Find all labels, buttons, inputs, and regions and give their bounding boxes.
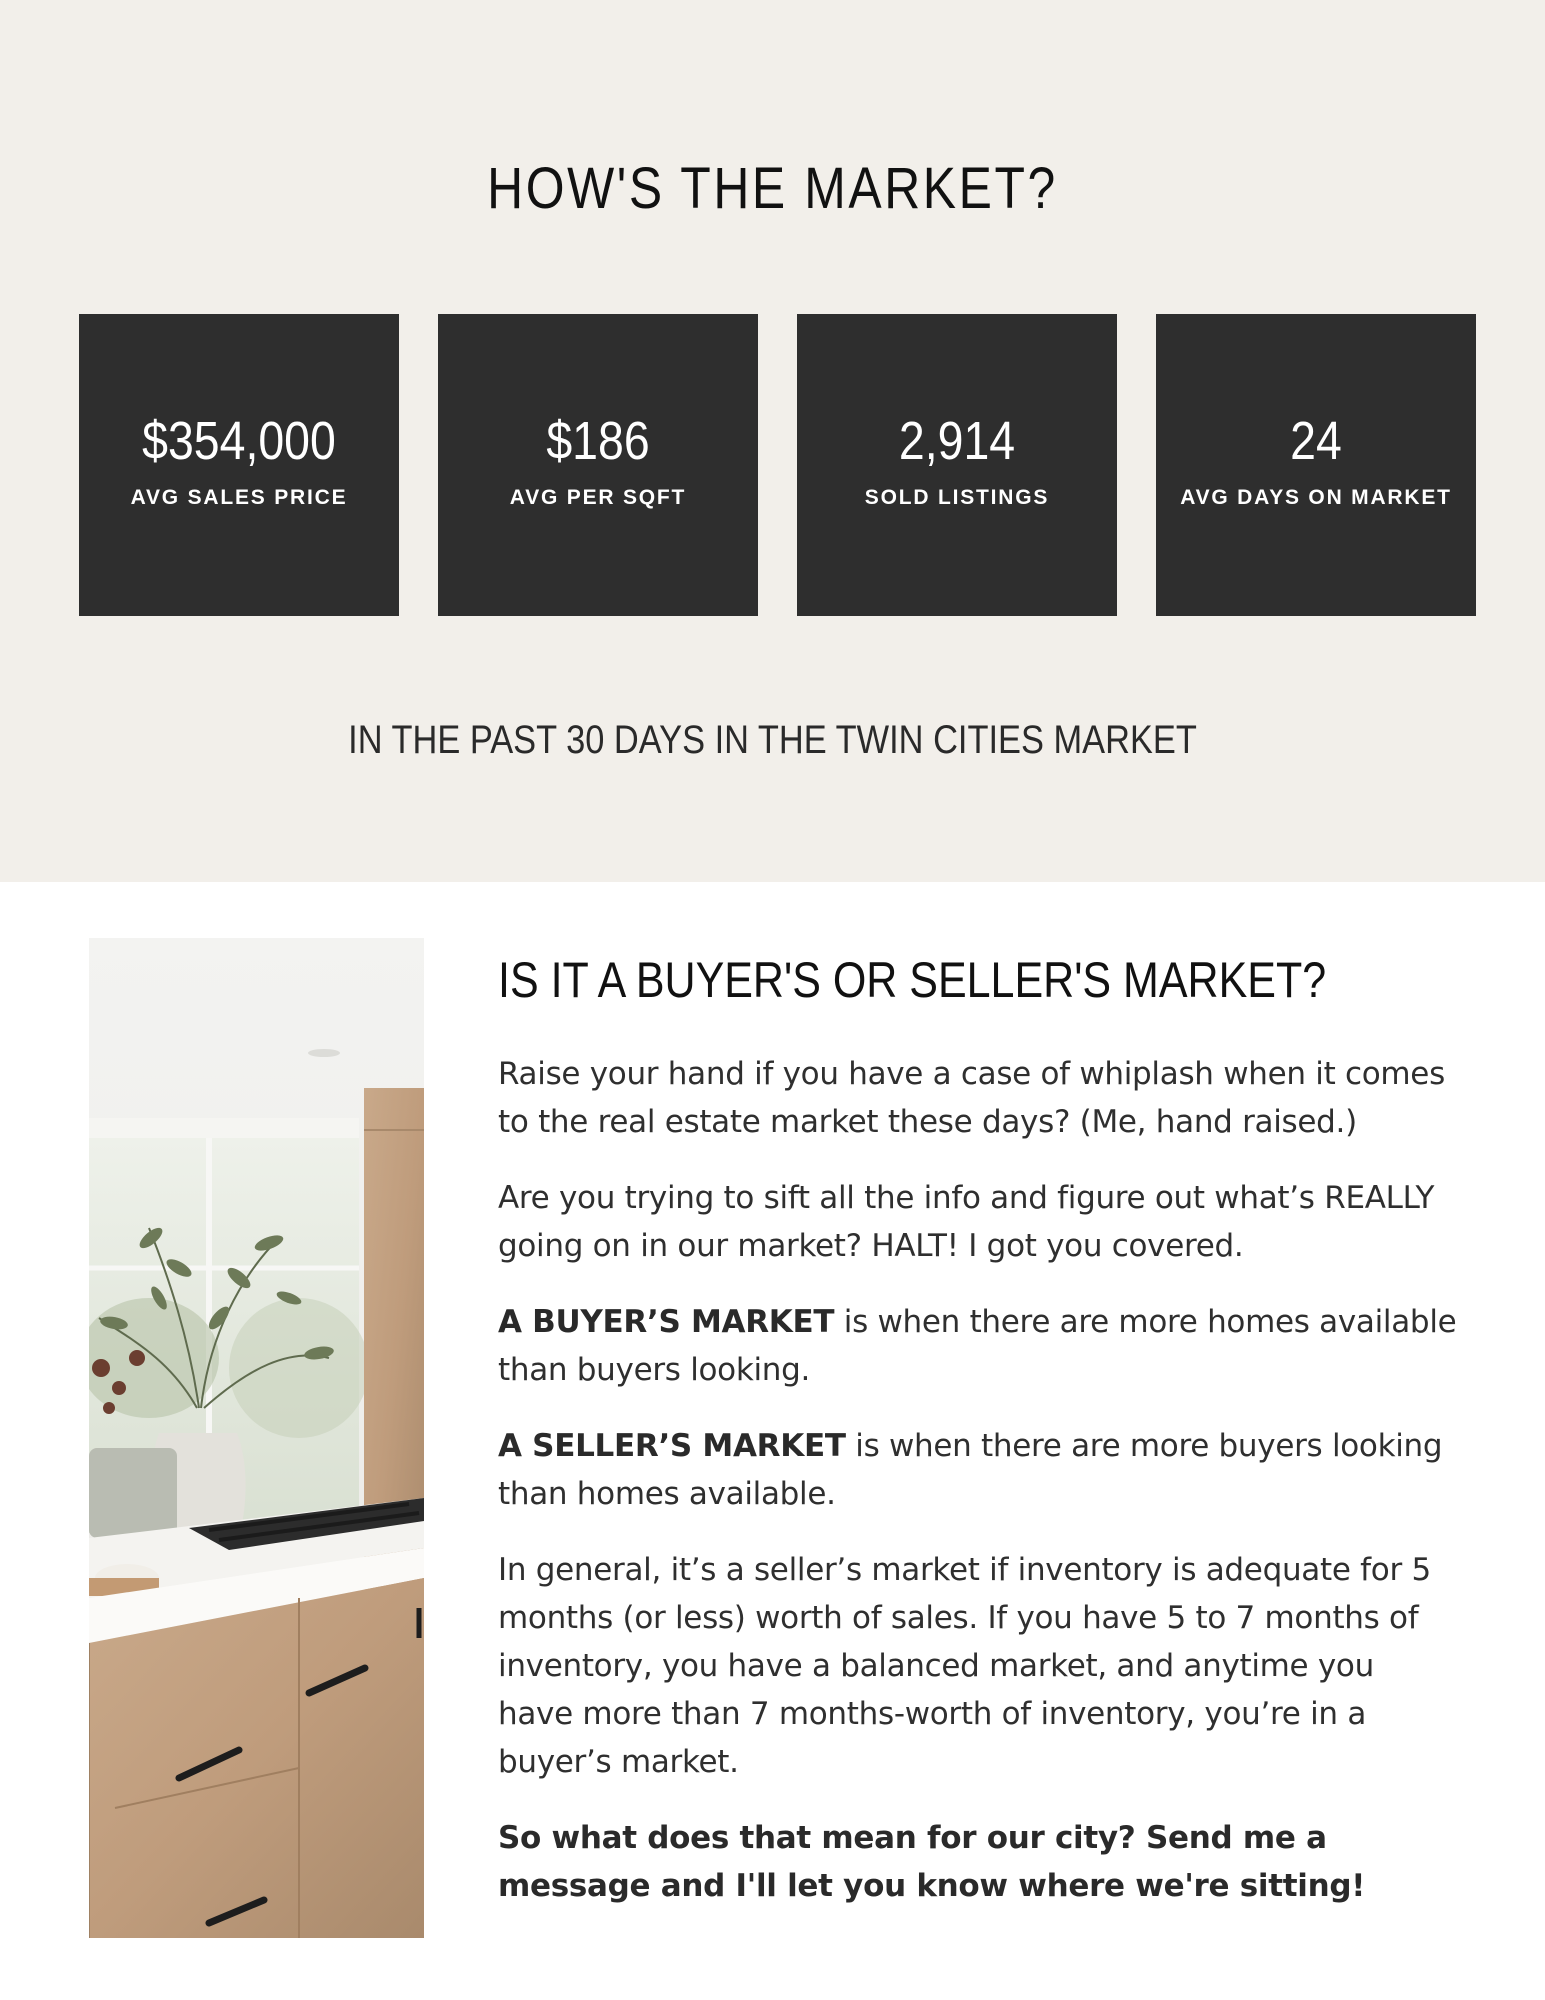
article-title: IS IT A BUYER'S OR SELLER'S MARKET? xyxy=(498,952,1327,1008)
sellers-market-term: A SELLER’S MARKET xyxy=(498,1428,846,1464)
stat-card-avg-days-on-market xyxy=(1156,314,1476,616)
stat-value: $186 xyxy=(546,411,650,471)
stat-value: 24 xyxy=(1290,411,1342,471)
buyers-market-term: A BUYER’S MARKET xyxy=(498,1304,835,1340)
sellers-market-text: is when there are more buyers looking than homes available. xyxy=(498,1428,1443,1512)
article-paragraph: In general, it’s a seller’s market if inventory is adequate for 5 months (or less) worth of sales. If you have 5 to 7 months of inventory, you have a balanced market, and anytime you have more than 7 months-worth of inventory, you’re in a buyer’s market. xyxy=(498,1552,1431,1780)
stat-card-sold-listings xyxy=(797,314,1117,616)
buyers-market-text: is when there are more homes available than buyers looking. xyxy=(498,1304,1457,1388)
buyers-market-definition xyxy=(498,1298,1458,1394)
call-to-action: So what does that mean for our city? Send me a message and I'll let you know where we're sitting! xyxy=(498,1820,1366,1904)
market-title: HOW'S THE MARKET? xyxy=(487,156,1058,221)
stat-label: AVG DAYS ON MARKET xyxy=(1180,486,1452,509)
stat-value: $354,000 xyxy=(142,411,336,471)
article xyxy=(498,950,1458,1938)
stat-label: AVG PER SQFT xyxy=(509,486,687,509)
article-paragraph: Raise your hand if you have a case of whiplash when it comes to the real estate market these days? (Me, hand raised.) xyxy=(498,1056,1445,1140)
stat-card-avg-sales-price xyxy=(79,314,399,616)
sellers-market-definition xyxy=(498,1422,1458,1518)
market-stats-section xyxy=(0,0,1545,882)
article-paragraph: Are you trying to sift all the info and figure out what’s REALLY going on in our market? HALT! I got you covered. xyxy=(498,1180,1435,1264)
period-caption: IN THE PAST 30 DAYS IN THE TWIN CITIES MARKET xyxy=(348,718,1197,762)
stats-row xyxy=(79,314,1476,616)
stat-value: 2,914 xyxy=(898,411,1016,471)
stat-card-avg-per-sqft xyxy=(438,314,758,616)
kitchen-photo xyxy=(89,938,424,1938)
stat-label: SOLD LISTINGS xyxy=(864,486,1050,509)
stat-label: AVG SALES PRICE xyxy=(130,486,348,509)
